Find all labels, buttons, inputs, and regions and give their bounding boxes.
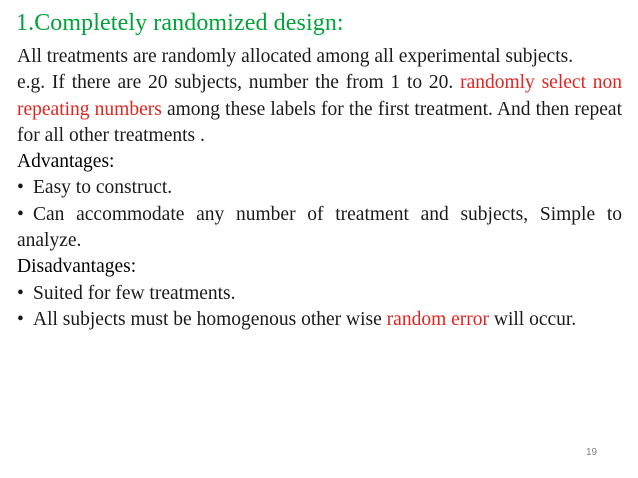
slide-title: 1.Completely randomized design: (16, 10, 344, 36)
definition-text: All treatments are randomly allocated among all experimental subjects. (17, 46, 574, 67)
disadvantage-item (17, 307, 622, 333)
advantages-heading: Advantages: (17, 151, 115, 173)
slide-body (17, 44, 622, 333)
advantage-item-text: Can accommodate any number of treatment and subjects, Simple to analyze. (17, 203, 622, 252)
bullet-icon: • (17, 308, 24, 330)
example-paragraph (17, 70, 622, 149)
bullet-icon: • (17, 203, 24, 225)
example-lead: e.g. If there are 20 subjects, number the from 1 to 20. (17, 72, 454, 94)
error-highlight: error (451, 308, 490, 330)
bullet-icon: • (17, 177, 24, 199)
disadvantage-item-text: All subjects must be homogenous other wise (33, 308, 387, 330)
bullet-icon: • (17, 282, 24, 304)
disadvantage-item (17, 281, 622, 307)
advantage-item-text: Easy to construct. (33, 177, 173, 199)
example-highlight: randomly select non repeating numbers (17, 72, 623, 120)
disadvantages-heading: Disadvantages: (17, 256, 137, 278)
page-number: 19 (586, 447, 598, 458)
advantage-item (17, 202, 622, 255)
disadvantage-item-tail: will occur. (489, 308, 577, 330)
example-rest: among these labels for the first treatment. And then repeat for all other treatments . (17, 98, 622, 146)
disadvantage-item-text: Suited for few treatments. (33, 282, 236, 304)
advantage-item (17, 175, 622, 201)
random-highlight: random (386, 308, 447, 330)
